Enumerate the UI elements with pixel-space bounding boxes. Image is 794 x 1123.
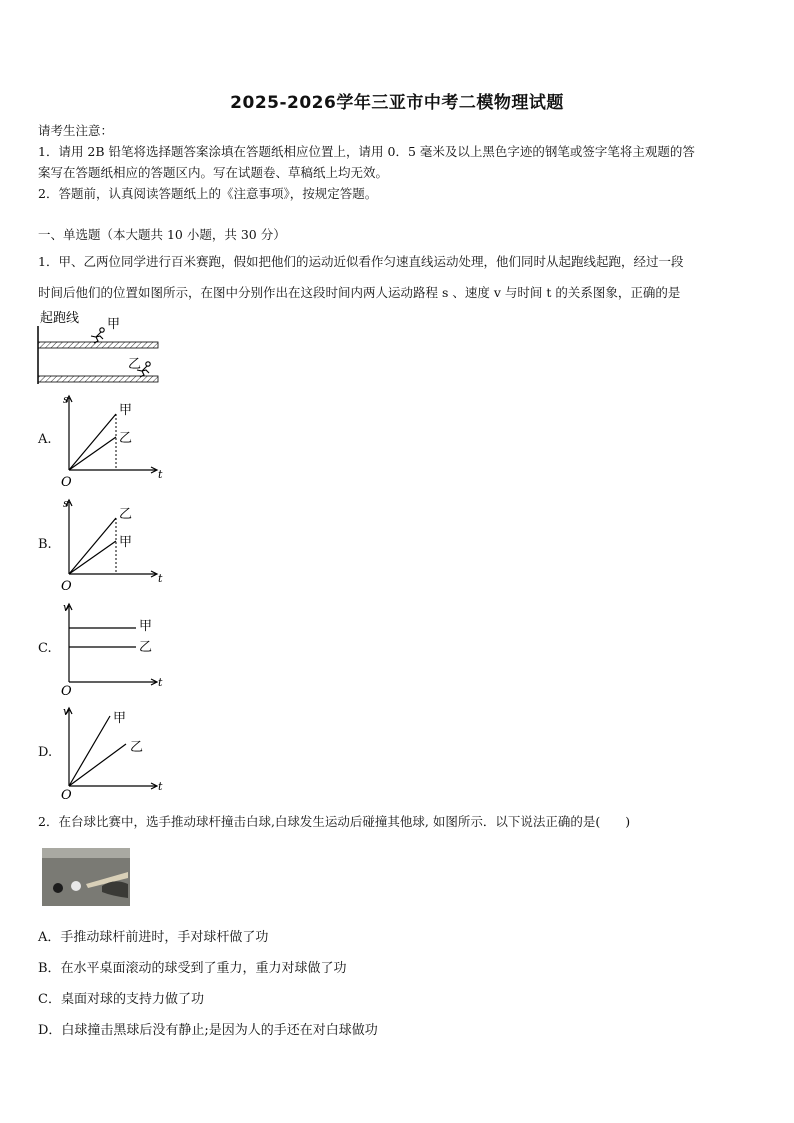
upper-line-label: 甲: [139, 619, 153, 634]
runner-a-label: 甲: [107, 317, 121, 332]
upper-line-label: 甲: [119, 403, 133, 418]
option-c-label[interactable]: C.: [38, 641, 52, 656]
question-2-option-c[interactable]: C．桌面对球的支持力做了功: [38, 992, 204, 1007]
origin-label: O: [61, 579, 72, 594]
section-heading: 一、单选题（本大题共 10 小题，共 30 分）: [38, 227, 286, 242]
origin-label: O: [61, 684, 72, 698]
lower-line-label: 甲: [119, 535, 133, 550]
y-axis-label: v: [63, 705, 70, 718]
x-axis-label: t: [158, 572, 163, 585]
x-axis-label: t: [158, 780, 163, 793]
option-b-label[interactable]: B.: [38, 537, 52, 552]
runner-b-label: 乙: [128, 357, 142, 372]
white-ball-icon: [71, 881, 81, 891]
upper-line-label: 甲: [113, 711, 127, 726]
lower-line-label: 乙: [130, 740, 144, 755]
y-axis-label: s: [63, 393, 69, 406]
question-2-stem: 2．在台球比赛中，选手推动球杆撞击白球,白球发生运动后碰撞其他球, 如图所示．以下说法正确的是( ): [38, 814, 631, 829]
x-axis-label: t: [158, 468, 163, 481]
y-axis-label: s: [63, 497, 69, 510]
origin-label: O: [61, 475, 72, 490]
start-line-label: 起跑线: [40, 311, 80, 326]
runner-a-icon: [91, 328, 104, 343]
lower-line-label: 乙: [139, 640, 153, 655]
notice-item-1-line-1: 1．请用 2B 铅笔将选择题答案涂填在答题纸相应位置上，请用 0．5 毫米及以上黑色字迹的钢笔或签字笔将主观题的答: [38, 144, 695, 159]
question-2-option-d[interactable]: D．白球撞击黑球后没有静止;是因为人的手还在对白球做功: [38, 1023, 378, 1038]
option-c-graph[interactable]: [58, 600, 168, 698]
question-1-line-1: 1．甲、乙两位同学进行百米赛跑，假如把他们的运动近似看作匀速直线运动处理，他们同时从起跑线起跑，经过一段: [38, 254, 684, 269]
black-ball-icon: [53, 883, 63, 893]
x-axis-label: t: [158, 676, 163, 689]
notice-item-2: 2．答题前，认真阅读答题纸上的《注意事项》，按规定答题。: [38, 186, 378, 201]
option-a-label[interactable]: A.: [38, 432, 52, 447]
question-2-option-b[interactable]: B．在水平桌面滚动的球受到了重力，重力对球做了功: [38, 961, 347, 976]
page-title: 2025-2026学年三亚市中考二模物理试题: [230, 93, 564, 113]
lower-line-label: 乙: [119, 431, 133, 446]
origin-label: O: [61, 788, 72, 802]
billiards-photo: [42, 848, 130, 906]
y-axis-label: v: [63, 601, 70, 614]
question-2-option-a[interactable]: A．手推动球杆前进时，手对球杆做了功: [38, 930, 269, 945]
question-1-line-2: 时间后他们的位置如图所示，在图中分别作出在这段时间内两人运动路程 s 、速度 v 与时间 t 的关系图象，正确的是: [38, 285, 681, 300]
upper-line-label: 乙: [119, 507, 133, 522]
track-lane-divider: [38, 342, 158, 348]
option-d-graph[interactable]: [58, 704, 168, 802]
notice-heading: 请考生注意：: [38, 123, 114, 138]
notice-item-1-line-2: 案写在答题纸相应的答题区内。写在试题卷、草稿纸上均无效。: [38, 165, 389, 180]
race-figure: [36, 306, 166, 388]
option-b-graph[interactable]: [58, 496, 168, 594]
option-d-label[interactable]: D.: [38, 745, 53, 760]
option-a-graph[interactable]: [58, 392, 168, 490]
